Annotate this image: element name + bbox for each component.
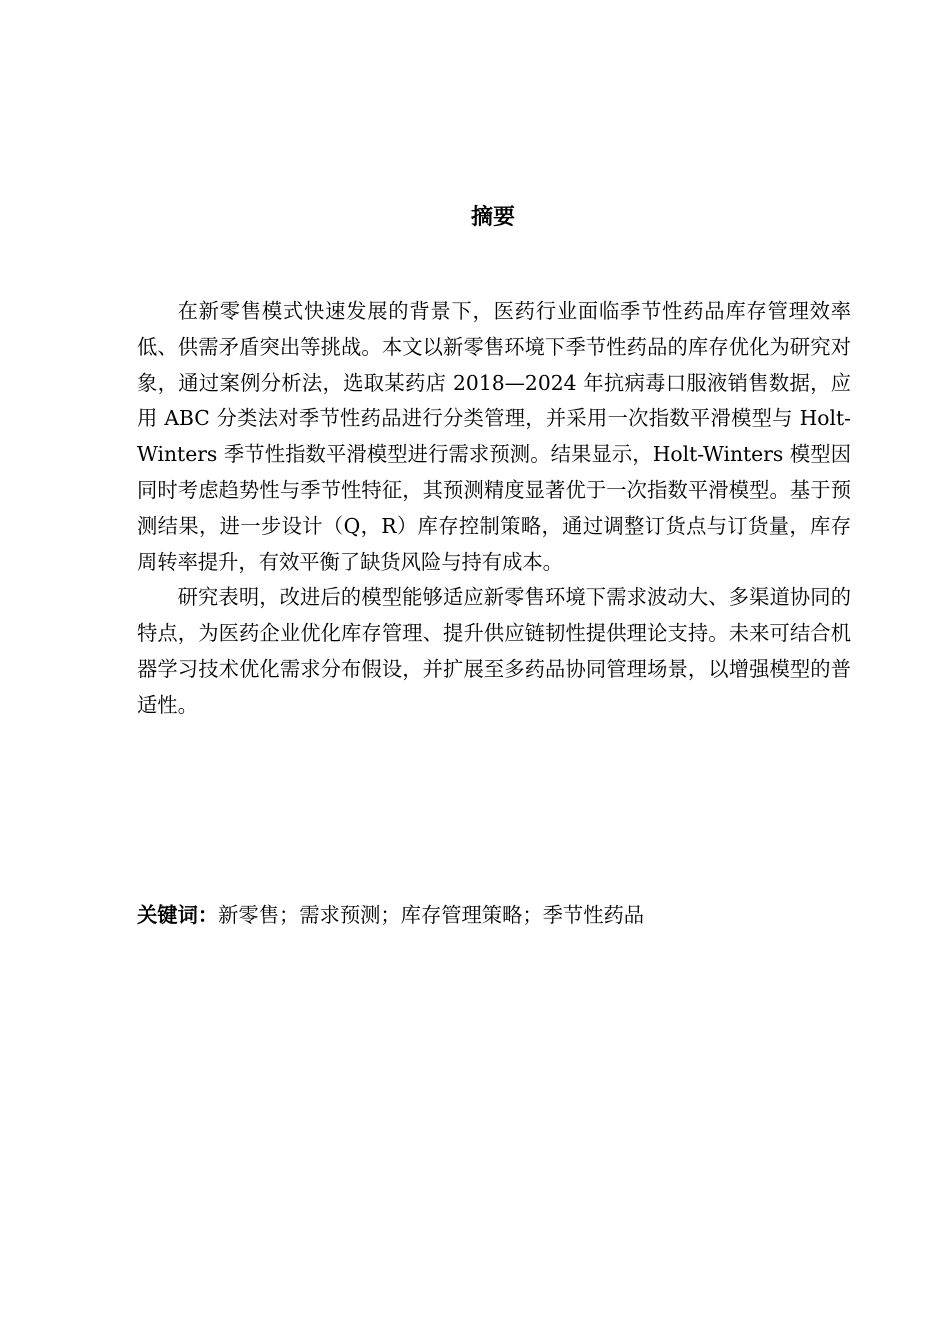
abstract-body — [137, 294, 851, 724]
keywords-line — [137, 897, 851, 933]
keywords-label: 关键词： — [137, 903, 219, 927]
abstract-paragraph-1: 在新零售模式快速发展的背景下，医药行业面临季节性药品库存管理效率低、供需矛盾突出等挑战。本文以新零售环境下季节性药品的库存优化为研究对象，通过案例分析法，选取某药店 2018—2024 年抗病毒口服液销售数据，应用 ABC 分类法对季节性药品进行分类管理，并采用一次指数平滑模型与 Holt-Winters 季节性指数平滑模型进行需求预测。结果显示，Holt-Winters 模型因同时考虑趋势性与季节性特征，其预测精度显著优于一次指数平滑模型。基于预测结果，进一步设计（Q，R）库存控制策略，通过调整订货点与订货量，库存周转率提升，有效平衡了缺货风险与持有成本。 — [137, 299, 851, 574]
abstract-paragraph-2: 研究表明，改进后的模型能够适应新零售环境下需求波动大、多渠道协同的特点，为医药企业优化库存管理、提升供应链韧性提供理论支持。未来可结合机器学习技术优化需求分布假设，并扩展至多药品协同管理场景，以增强模型的普适性。 — [137, 585, 851, 717]
abstract-title: 摘要 — [470, 205, 515, 230]
keywords-list: 新零售；需求预测；库存管理策略；季节性药品 — [218, 903, 645, 927]
